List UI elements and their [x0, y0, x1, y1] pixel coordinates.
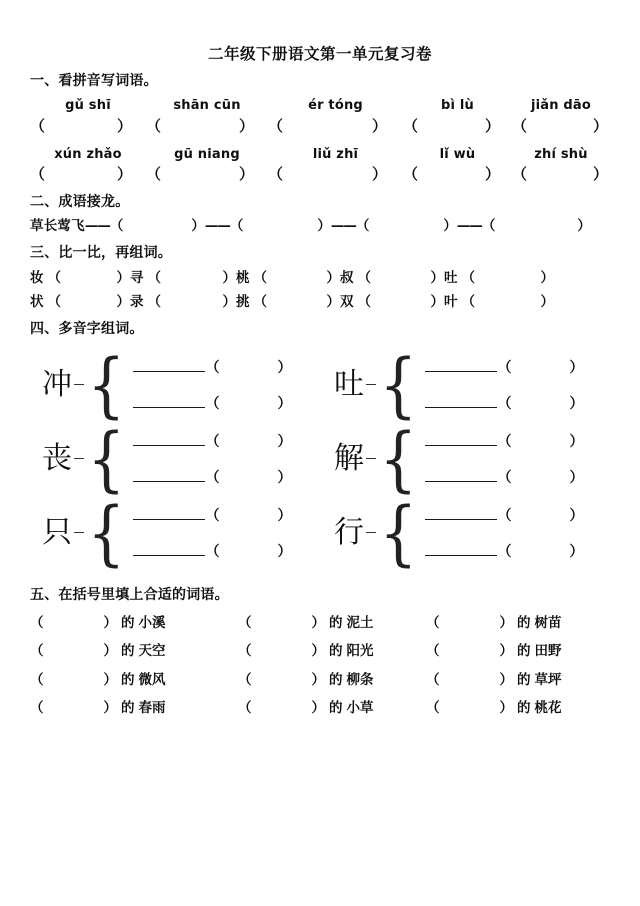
paren-close: ）	[443, 217, 457, 234]
answer-bracket[interactable]	[356, 218, 457, 236]
paren-close: ）	[569, 433, 584, 450]
polyphone-answer-line[interactable]	[425, 467, 584, 487]
character-prompt: 叔	[340, 269, 354, 286]
chain-dash: ——	[456, 217, 482, 234]
paren-close: ）	[103, 699, 117, 716]
write-blank-line[interactable]	[133, 508, 205, 520]
chain-dash: ——	[204, 217, 230, 234]
polyphone-group	[320, 343, 610, 426]
pinyin-row-2	[30, 146, 610, 164]
fill-noun: 春雨	[138, 699, 166, 716]
curly-brace-icon: {	[379, 417, 418, 500]
write-blank-line[interactable]	[425, 434, 497, 446]
paren-open: （	[426, 615, 440, 632]
paren-open: （	[30, 671, 44, 688]
character-prompt: 行	[333, 514, 364, 550]
paren-close: ）	[569, 507, 584, 524]
write-blank-line[interactable]	[133, 360, 205, 372]
paren-open: （	[268, 165, 284, 184]
answer-bracket[interactable]	[230, 218, 331, 236]
character-prompt: 吐	[444, 269, 458, 286]
paren-open: （	[147, 269, 161, 286]
paren-close: ）	[222, 269, 236, 286]
paren-close: ）	[191, 217, 205, 234]
paren-close: ）	[116, 116, 132, 135]
paren-close: ）	[592, 116, 608, 135]
answer-bracket[interactable]	[30, 165, 146, 183]
compare-item[interactable]	[130, 269, 236, 287]
character-prompt: 寻	[130, 269, 144, 286]
fill-item[interactable]	[238, 614, 426, 632]
polyphone-answer-line[interactable]	[133, 357, 292, 377]
fill-item[interactable]	[426, 671, 606, 689]
fill-item[interactable]	[238, 642, 426, 660]
paren-close: ）	[592, 165, 608, 184]
paren-open: （	[30, 615, 44, 632]
paren-close: ）	[277, 543, 292, 560]
chain-dash: ——	[84, 217, 110, 234]
paren-close: ）	[116, 269, 130, 286]
paren-close: ）	[569, 359, 584, 376]
idiom-seed: 草长莺飞	[30, 217, 85, 234]
fill-item[interactable]	[238, 671, 426, 689]
fill-item[interactable]	[238, 699, 426, 717]
paren-open: （	[30, 116, 46, 135]
paren-open: （	[205, 359, 220, 376]
fill-noun: 田野	[534, 643, 562, 660]
character-prompt: 桃	[236, 269, 250, 286]
paren-close: ）	[103, 615, 117, 632]
answer-bracket[interactable]	[512, 117, 610, 135]
fill-noun: 泥土	[346, 615, 374, 632]
polyphone-answer-rows	[425, 357, 584, 413]
fill-particle: 的	[121, 671, 135, 688]
fill-particle: 的	[517, 643, 531, 660]
paren-close: ）	[371, 116, 387, 135]
polyphone-answer-rows	[133, 357, 292, 413]
paren-open: （	[357, 293, 371, 310]
paren-close: ）	[103, 671, 117, 688]
compare-item[interactable]	[444, 269, 554, 287]
section-3-heading: 三、比一比，再组词。	[30, 245, 172, 262]
paren-open: （	[205, 507, 220, 524]
pinyin-label: zhí shù	[534, 146, 588, 162]
paren-close: ）	[277, 507, 292, 524]
paren-close: ）	[499, 643, 513, 660]
pinyin-label: gǔ shī	[65, 98, 111, 114]
paren-open: （	[512, 116, 528, 135]
paren-close: ）	[499, 671, 513, 688]
character-prompt: 吐	[333, 366, 364, 402]
paren-open: （	[497, 395, 512, 412]
character-prompt: 解	[333, 440, 364, 476]
polyphone-pair-row	[30, 417, 610, 500]
compare-item[interactable]	[340, 293, 444, 311]
section-5-heading: 五、在括号里填上合适的词语。	[30, 586, 229, 603]
paren-close: ）	[430, 293, 444, 310]
paren-open: （	[238, 615, 252, 632]
fill-row	[30, 699, 610, 717]
paren-open: （	[47, 293, 61, 310]
polyphone-answer-rows	[425, 431, 584, 487]
fill-noun: 柳条	[346, 671, 374, 688]
fill-item[interactable]	[30, 671, 238, 689]
answer-bracket[interactable]	[403, 165, 512, 183]
paren-close: ）	[484, 116, 500, 135]
fill-particle: 的	[121, 699, 135, 716]
paren-open: （	[109, 217, 124, 234]
paren-open: （	[481, 217, 496, 234]
polyphone-group	[30, 491, 320, 574]
write-blank-line[interactable]	[425, 508, 497, 520]
fill-particle: 的	[517, 671, 531, 688]
paren-open: （	[426, 699, 440, 716]
paren-open: （	[268, 116, 284, 135]
connector-dash	[366, 458, 376, 459]
paren-open: （	[512, 165, 528, 184]
paren-open: （	[205, 469, 220, 486]
pinyin-label: gū niang	[174, 146, 240, 162]
paren-close: ）	[577, 217, 591, 234]
fill-row	[30, 642, 610, 660]
answer-bracket[interactable]	[268, 117, 403, 135]
polyphone-answer-line[interactable]	[133, 467, 292, 487]
answer-bracket-row-1	[30, 117, 610, 135]
paren-open: （	[497, 543, 512, 560]
fill-noun: 阳光	[346, 643, 374, 660]
fill-noun: 小溪	[138, 615, 166, 632]
page-title: 二年级下册语文第一单元复习卷	[207, 45, 432, 63]
character-prompt: 状	[30, 293, 44, 310]
paren-open: （	[461, 269, 475, 286]
polyphone-answer-line[interactable]	[133, 505, 292, 525]
paren-open: （	[497, 469, 512, 486]
polyphone-answer-line[interactable]	[425, 505, 584, 525]
section-pinyin-writing	[30, 73, 610, 184]
fill-noun: 小草	[346, 699, 374, 716]
paren-close: ）	[484, 165, 500, 184]
paren-close: ）	[311, 699, 325, 716]
paren-close: ）	[569, 395, 584, 412]
paren-open: （	[30, 165, 46, 184]
write-blank-line[interactable]	[425, 544, 497, 556]
paren-close: ）	[371, 165, 387, 184]
connector-dash	[74, 458, 84, 459]
paren-open: （	[403, 116, 419, 135]
paren-open: （	[426, 671, 440, 688]
polyphone-answer-line[interactable]	[133, 393, 292, 413]
curly-brace-icon: {	[87, 491, 126, 574]
polyphone-answer-line[interactable]	[133, 431, 292, 451]
connector-dash	[366, 384, 376, 385]
fill-item[interactable]	[30, 614, 238, 632]
paren-open: （	[30, 643, 44, 660]
section-2-heading: 二、成语接龙。	[30, 194, 130, 211]
write-blank-line[interactable]	[133, 544, 205, 556]
polyphone-group	[320, 417, 610, 500]
fill-noun: 桃花	[534, 699, 562, 716]
character-prompt: 妆	[30, 269, 44, 286]
fill-noun: 天空	[138, 643, 166, 660]
answer-bracket[interactable]	[512, 165, 610, 183]
paren-close: ）	[569, 543, 584, 560]
paren-close: ）	[540, 269, 554, 286]
paren-open: （	[355, 217, 370, 234]
write-blank-line[interactable]	[133, 434, 205, 446]
write-blank-line[interactable]	[133, 470, 205, 482]
paren-close: ）	[317, 217, 331, 234]
pinyin-label: ér tóng	[308, 98, 363, 114]
curly-brace-icon: {	[379, 491, 418, 574]
paren-open: （	[30, 699, 44, 716]
chain-dash: ——	[330, 217, 356, 234]
compare-item[interactable]	[236, 269, 340, 287]
section-idiom-chain	[30, 194, 610, 235]
paren-open: （	[497, 359, 512, 376]
pinyin-label: liǔ zhī	[312, 146, 359, 162]
fill-particle: 的	[121, 643, 135, 660]
paren-open: （	[403, 165, 419, 184]
answer-bracket[interactable]	[146, 165, 268, 183]
answer-bracket[interactable]	[30, 117, 146, 135]
paren-open: （	[238, 643, 252, 660]
connector-dash	[74, 532, 84, 533]
paren-close: ）	[311, 671, 325, 688]
paren-open: （	[146, 165, 162, 184]
character-prompt: 录	[130, 293, 144, 310]
polyphone-answer-line[interactable]	[425, 357, 584, 377]
paren-close: ）	[116, 293, 130, 310]
connector-dash	[366, 532, 376, 533]
fill-noun: 草坪	[534, 671, 562, 688]
pinyin-label: shān cūn	[173, 98, 241, 114]
fill-noun: 树苗	[534, 615, 562, 632]
fill-noun: 微风	[138, 671, 166, 688]
paren-close: ）	[116, 165, 132, 184]
fill-particle: 的	[329, 643, 343, 660]
compare-item[interactable]	[444, 293, 554, 311]
fill-particle: 的	[329, 699, 343, 716]
paren-close: ）	[569, 469, 584, 486]
compare-item[interactable]	[130, 293, 236, 311]
paren-close: ）	[277, 359, 292, 376]
character-prompt: 双	[340, 293, 354, 310]
section-4-heading: 四、多音字组词。	[30, 321, 144, 338]
answer-bracket[interactable]	[146, 117, 268, 135]
curly-brace-icon: {	[87, 417, 126, 500]
paren-close: ）	[326, 269, 340, 286]
polyphone-answer-line[interactable]	[425, 541, 584, 561]
paren-open: （	[205, 395, 220, 412]
fill-particle: 的	[517, 615, 531, 632]
polyphone-group	[30, 343, 320, 426]
curly-brace-icon: {	[87, 343, 126, 426]
write-blank-line[interactable]	[425, 470, 497, 482]
section-compare-and-compose	[30, 245, 610, 311]
connector-dash	[74, 384, 84, 385]
paren-close: ）	[540, 293, 554, 310]
fill-particle: 的	[121, 615, 135, 632]
paren-open: （	[357, 269, 371, 286]
polyphone-answer-line[interactable]	[425, 393, 584, 413]
paren-close: ）	[277, 469, 292, 486]
compare-item[interactable]	[236, 293, 340, 311]
pinyin-label: bì lù	[441, 98, 474, 114]
paren-open: （	[497, 507, 512, 524]
fill-item[interactable]	[30, 699, 238, 717]
paren-open: （	[146, 116, 162, 135]
pinyin-label: lǐ wù	[439, 146, 476, 162]
section-1-heading: 一、看拼音写词语。	[30, 72, 158, 89]
answer-bracket[interactable]	[110, 218, 205, 236]
paren-open: （	[497, 433, 512, 450]
character-prompt: 挑	[236, 293, 250, 310]
paren-close: ）	[277, 395, 292, 412]
paren-open: （	[426, 643, 440, 660]
paren-close: ）	[311, 615, 325, 632]
paren-open: （	[238, 699, 252, 716]
fill-particle: 的	[329, 671, 343, 688]
character-prompt: 冲	[42, 366, 72, 402]
fill-item[interactable]	[426, 614, 606, 632]
paren-close: ）	[430, 269, 444, 286]
polyphone-group	[320, 491, 610, 574]
paren-close: ）	[222, 293, 236, 310]
compare-item[interactable]	[340, 269, 444, 287]
polyphone-answer-rows	[133, 431, 292, 487]
polyphone-answer-rows	[133, 505, 292, 561]
paren-open: （	[205, 543, 220, 560]
answer-bracket[interactable]	[268, 165, 403, 183]
paren-open: （	[238, 671, 252, 688]
paren-open: （	[461, 293, 475, 310]
paren-close: ）	[277, 433, 292, 450]
compare-row-2	[30, 293, 610, 311]
write-blank-line[interactable]	[425, 360, 497, 372]
paren-open: （	[47, 269, 61, 286]
compare-item[interactable]	[30, 293, 130, 311]
fill-item[interactable]	[30, 642, 238, 660]
paren-close: ）	[238, 116, 254, 135]
fill-particle: 的	[329, 615, 343, 632]
answer-bracket[interactable]	[403, 117, 512, 135]
answer-bracket-row-2	[30, 165, 610, 183]
fill-particle: 的	[517, 699, 531, 716]
section-fill-in-brackets	[30, 587, 610, 717]
compare-item[interactable]	[30, 269, 130, 287]
character-prompt: 丧	[42, 440, 72, 476]
polyphone-pair-row	[30, 343, 610, 426]
curly-brace-icon: {	[379, 343, 418, 426]
polyphone-answer-rows	[425, 505, 584, 561]
paren-open: （	[229, 217, 244, 234]
pinyin-label: xún zhǎo	[54, 146, 122, 162]
fill-row	[30, 671, 610, 689]
paren-close: ）	[103, 643, 117, 660]
polyphone-answer-line[interactable]	[425, 431, 584, 451]
polyphone-group	[30, 417, 320, 500]
paren-close: ）	[238, 165, 254, 184]
idiom-chain-row	[30, 218, 610, 236]
write-blank-line[interactable]	[425, 396, 497, 408]
compare-row-1	[30, 269, 610, 287]
pinyin-row-1	[30, 97, 610, 115]
polyphone-pair-row	[30, 491, 610, 574]
answer-bracket[interactable]	[482, 218, 591, 236]
paren-open: （	[147, 293, 161, 310]
paren-close: ）	[326, 293, 340, 310]
write-blank-line[interactable]	[133, 396, 205, 408]
fill-item[interactable]	[426, 642, 606, 660]
paren-close: ）	[311, 643, 325, 660]
paren-close: ）	[499, 699, 513, 716]
fill-row	[30, 614, 610, 632]
character-prompt: 只	[42, 514, 72, 550]
paren-open: （	[253, 269, 267, 286]
fill-item[interactable]	[426, 699, 606, 717]
paren-open: （	[205, 433, 220, 450]
polyphone-answer-line[interactable]	[133, 541, 292, 561]
pinyin-label: jiǎn dāo	[530, 98, 592, 114]
paren-close: ）	[499, 615, 513, 632]
character-prompt: 叶	[444, 293, 458, 310]
section-polyphone-words	[30, 321, 610, 574]
paren-open: （	[253, 293, 267, 310]
